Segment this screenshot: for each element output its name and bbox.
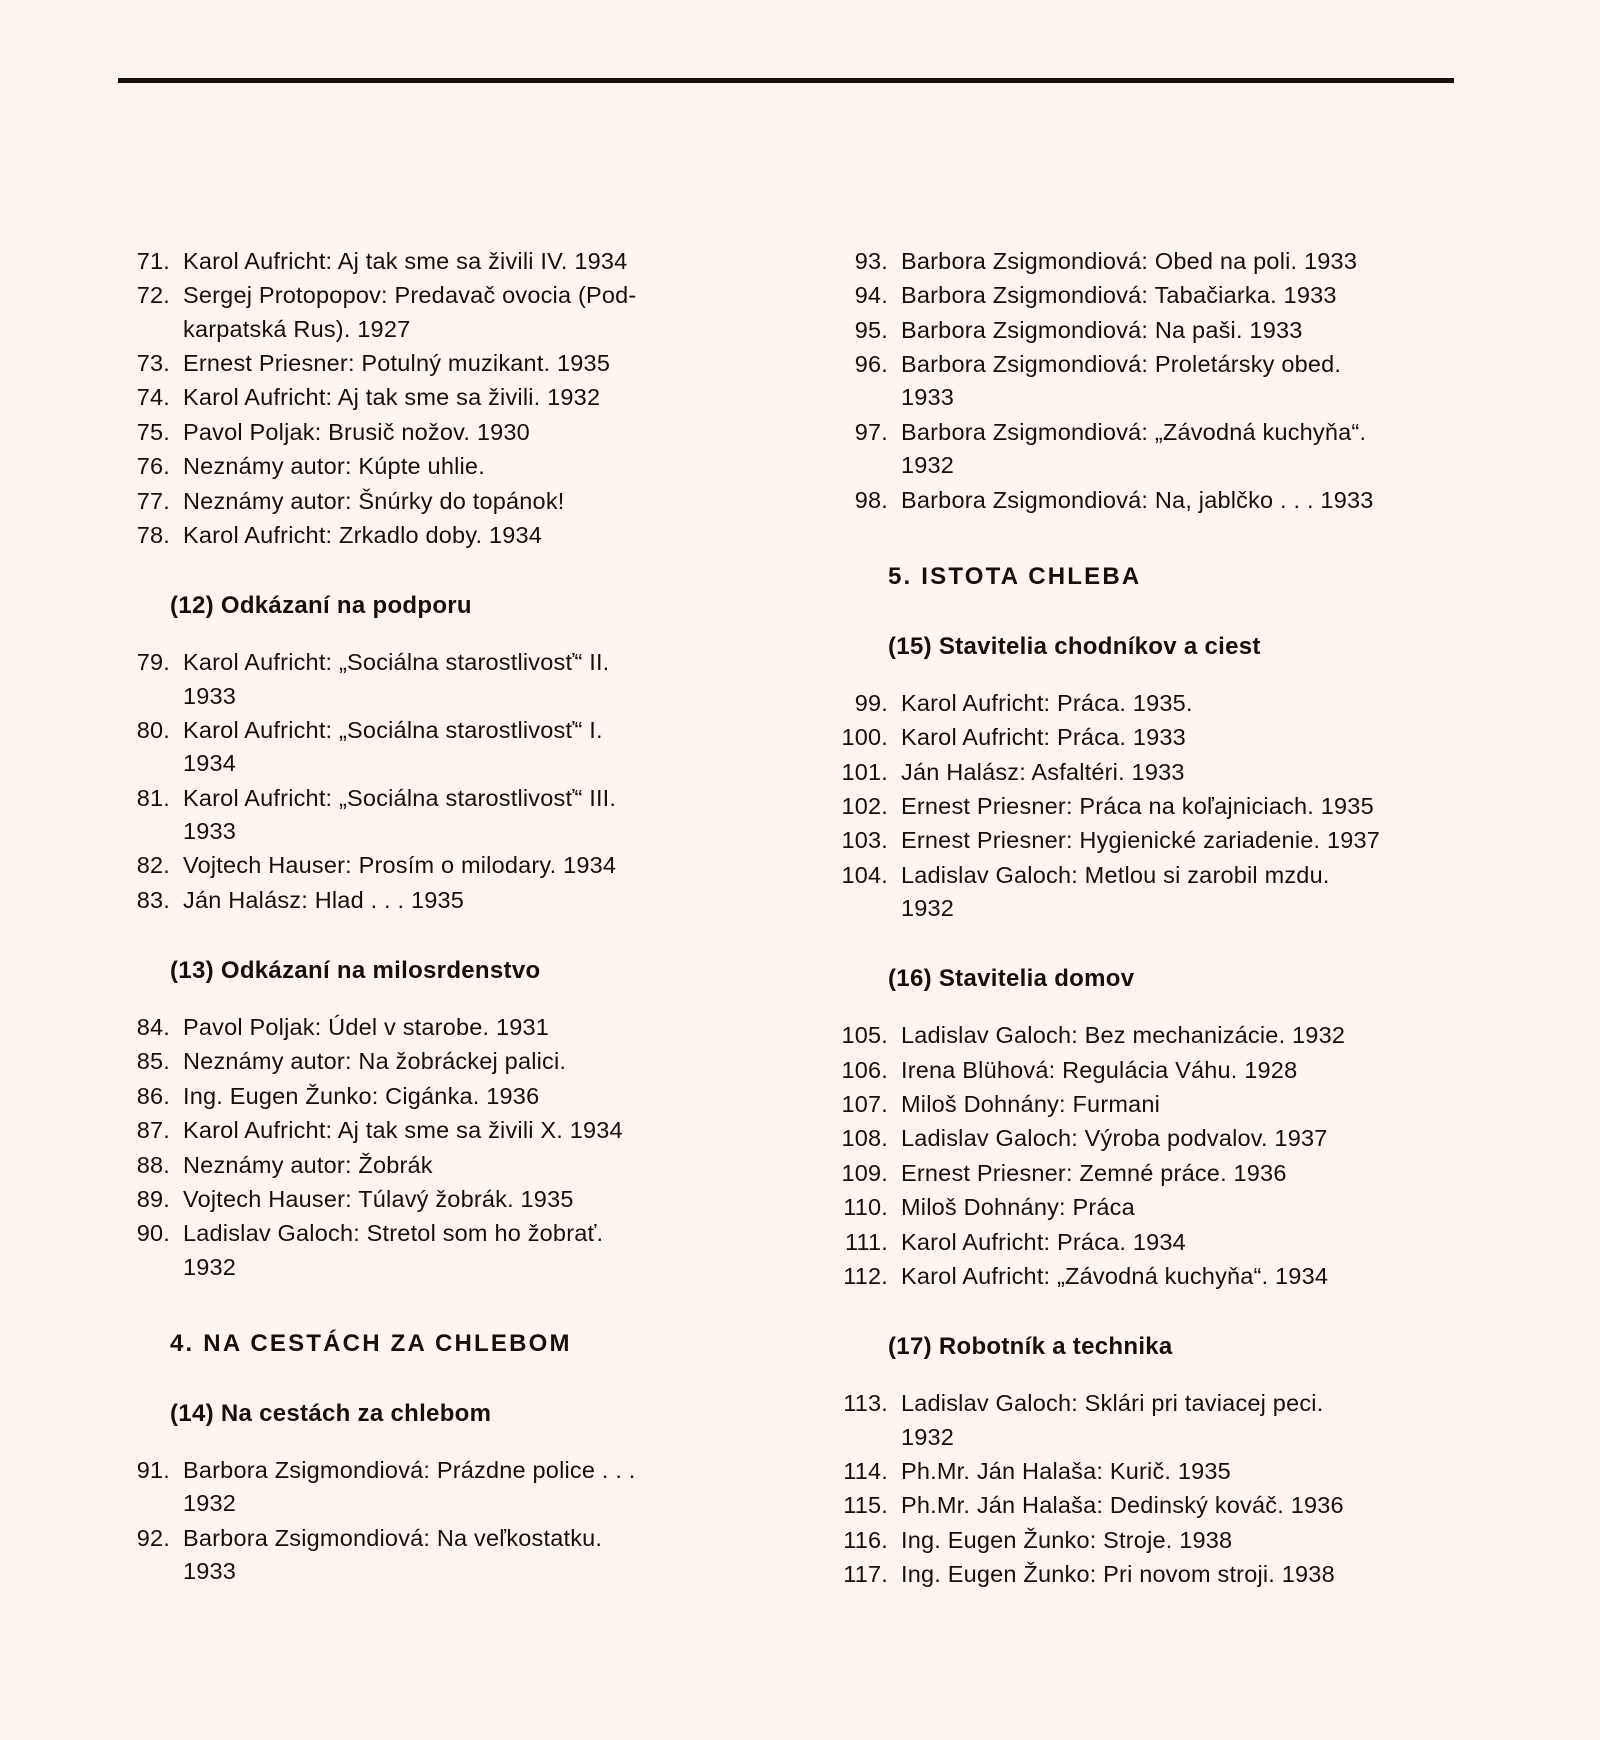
entry-line: Barbora Zsigmondiová: Prázdne police . . . [183,1456,636,1483]
entry-number: 77. [136,487,170,514]
entry-number: 113. [843,1390,888,1417]
entry-text [183,1217,758,1284]
subsection-title-12: (12) Odkázaní na podporu [170,592,472,620]
entry-number: 104. [841,861,888,888]
list-item [822,859,1478,926]
entry-text: Karol Aufricht: Práca. 1935. [901,689,1193,716]
entry-line-cont: karpatská Rus). 1927 [183,315,411,342]
list-item [118,1522,758,1589]
right-column [822,245,1478,1592]
entry-line-cont: 1932 [901,452,955,479]
entry-number: 109. [841,1159,888,1186]
entry-text: Irena Blühová: Regulácia Váhu. 1928 [901,1056,1298,1083]
entry-number: 88. [136,1151,170,1178]
entry-number: 79. [136,649,170,676]
entry-number: 84. [136,1014,170,1041]
entry-text [183,279,758,346]
list-item [822,756,1478,789]
subsection-title-17: (17) Robotník a technika [888,1333,1173,1361]
entry-line: Ladislav Galoch: Metlou si zarobil mzdu. [901,861,1330,888]
entry-number: 80. [136,716,170,743]
entry-number: 114. [843,1457,888,1484]
entry-number: 98. [854,486,888,513]
entry-text: Ernest Priesner: Potulný muzikant. 1935 [183,350,611,377]
entry-number: 107. [841,1091,888,1118]
list-item [822,824,1478,857]
catalog-list-105-112 [822,1019,1478,1293]
list-item [822,1088,1478,1121]
entry-text: Miloš Dohnány: Práca [901,1194,1135,1221]
entry-line: Sergej Protopopov: Predavač ovocia (Pod- [183,282,637,309]
list-item [118,381,758,414]
list-item [118,347,758,380]
entry-text: Ladislav Galoch: Výroba podvalov. 1937 [901,1125,1328,1152]
entry-text: Neznámy autor: Kúpte uhlie. [183,453,485,480]
entry-text [901,1387,1478,1454]
entry-number: 111. [844,1228,888,1255]
list-item [118,1114,758,1147]
entry-line-cont: 1934 [183,750,237,777]
entry-text: Neznámy autor: Šnúrky do topánok! [183,487,565,514]
list-item [822,1019,1478,1052]
entry-text: Karol Aufricht: „Závodná kuchyňa“. 1934 [901,1262,1329,1289]
entry-text: Karol Aufricht: Práca. 1933 [901,724,1186,751]
list-item [118,714,758,781]
list-item [822,1191,1478,1224]
entry-text: Karol Aufricht: Práca. 1934 [901,1228,1186,1255]
list-item [822,279,1478,312]
entry-line: Barbora Zsigmondiová: Na veľkostatku. [183,1524,603,1551]
left-column [118,245,758,1592]
list-item [822,1157,1478,1190]
entry-number: 86. [136,1082,170,1109]
list-item [822,687,1478,720]
entry-text: Pavol Poljak: Údel v starobe. 1931 [183,1014,550,1041]
entry-text: Karol Aufricht: Aj tak sme sa živili IV. 1934 [183,248,628,274]
entry-number: 76. [136,453,170,480]
list-item [822,314,1478,347]
two-column-body [118,245,1478,1592]
entry-line-cont: 1932 [901,895,955,922]
list-item [822,1489,1478,1522]
entry-number: 92. [136,1524,170,1551]
entry-text [901,348,1478,415]
subsection-title-16: (16) Stavitelia domov [888,965,1135,993]
entry-line: Karol Aufricht: „Sociálna starostlivosť“ II. [183,649,610,676]
entry-number: 103. [841,827,888,854]
entry-number: 83. [136,886,170,913]
entry-number: 91. [136,1456,170,1483]
list-item [822,245,1478,278]
entry-number: 90. [136,1220,170,1247]
entry-number: 85. [136,1048,170,1075]
entry-text: Ph.Mr. Ján Halaša: Kurič. 1935 [901,1457,1231,1484]
entry-text: Pavol Poljak: Brusič nožov. 1930 [183,418,530,445]
entry-number: 101. [841,758,888,785]
entry-number: 74. [136,384,170,411]
entry-number: 96. [854,351,888,378]
entry-number: 102. [841,792,888,819]
list-item [822,1455,1478,1488]
list-item [118,245,758,278]
list-item [822,1054,1478,1087]
catalog-list-113-117 [822,1387,1478,1591]
catalog-list-79-83 [118,646,758,917]
entry-number: 89. [136,1185,170,1212]
catalog-list-93-98 [822,245,1478,517]
list-item [822,1524,1478,1557]
entry-line: Karol Aufricht: „Sociálna starostlivosť“ III. [183,784,617,811]
entry-number: 82. [136,852,170,879]
list-item [118,1454,758,1521]
list-item [118,1183,758,1216]
catalog-list-99-104 [822,687,1478,926]
entry-text: Karol Aufricht: Zrkadlo doby. 1934 [183,521,543,548]
entry-text: Ladislav Galoch: Bez mechanizácie. 1932 [901,1022,1346,1049]
entry-number: 100. [841,724,888,751]
entry-line: Ladislav Galoch: Sklári pri taviacej peci. [901,1390,1324,1417]
list-item [118,485,758,518]
list-item [822,1226,1478,1259]
entry-text: Ing. Eugen Žunko: Pri novom stroji. 1938 [901,1561,1335,1588]
entry-text: Vojtech Hauser: Prosím o milodary. 1934 [183,852,617,879]
entry-text: Neznámy autor: Žobrák [183,1151,433,1178]
entry-number: 115. [843,1492,888,1519]
list-item [822,484,1478,517]
entry-line: Karol Aufricht: „Sociálna starostlivosť“ I. [183,716,603,743]
entry-line-cont: 1933 [183,682,237,709]
entry-text: Ing. Eugen Žunko: Stroje. 1938 [901,1526,1233,1553]
entry-number: 93. [854,248,888,274]
entry-line-cont: 1933 [901,384,955,411]
entry-text [901,859,1478,926]
entry-number: 117. [843,1561,888,1588]
list-item [118,450,758,483]
list-item [822,1558,1478,1591]
subsection-title-15: (15) Stavitelia chodníkov a ciest [888,632,1261,660]
entry-text [183,646,758,713]
entry-text: Ing. Eugen Žunko: Cigánka. 1936 [183,1082,540,1109]
list-item [118,1011,758,1044]
list-item [118,519,758,552]
section-title-5: 5. ISTOTA CHLEBA [888,562,1142,590]
catalog-list-71-78 [118,245,758,552]
list-item [822,1387,1478,1454]
entry-text: Karol Aufricht: Aj tak sme sa živili X. 1934 [183,1117,623,1144]
entry-number: 112. [843,1262,888,1289]
entry-text: Barbora Zsigmondiová: Tabačiarka. 1933 [901,282,1337,309]
entry-text: Karol Aufricht: Aj tak sme sa živili. 1932 [183,384,601,411]
entry-number: 99. [854,689,888,716]
list-item [822,721,1478,754]
entry-number: 106. [841,1056,888,1083]
entry-number: 97. [854,418,888,445]
entry-text [183,782,758,849]
entry-line-cont: 1932 [183,1490,237,1517]
section-title-4: 4. NA CESTÁCH ZA CHLEBOM [170,1329,572,1357]
list-item [822,416,1478,483]
entry-line-cont: 1932 [901,1423,955,1450]
entry-text: Ján Halász: Asfaltéri. 1933 [901,758,1185,785]
entry-number: 73. [136,350,170,377]
entry-text: Ján Halász: Hlad . . . 1935 [183,886,465,913]
entry-text: Ph.Mr. Ján Halaša: Dedinský kováč. 1936 [901,1492,1344,1519]
entry-line: Ladislav Galoch: Stretol som ho žobrať. [183,1220,604,1247]
list-item [118,416,758,449]
list-item [822,1260,1478,1293]
list-item [118,1217,758,1284]
entry-text: Barbora Zsigmondiová: Obed na poli. 1933 [901,248,1358,274]
entry-text [183,1454,758,1521]
list-item [118,279,758,346]
entry-number: 110. [843,1194,888,1221]
list-item [118,849,758,882]
entry-line: Barbora Zsigmondiová: „Závodná kuchyňa“. [901,418,1367,445]
entry-line-cont: 1933 [183,818,237,845]
list-item [118,646,758,713]
list-item [822,1122,1478,1155]
list-item [118,1080,758,1113]
entry-text [901,416,1478,483]
entry-number: 78. [136,521,170,548]
entry-text [183,1522,758,1589]
subsection-title-14: (14) Na cestách za chlebom [170,1399,492,1427]
entry-number: 71. [136,248,170,274]
entry-line-cont: 1933 [183,1558,237,1585]
catalog-list-91-92 [118,1454,758,1588]
catalog-list-84-90 [118,1011,758,1284]
entry-text: Barbora Zsigmondiová: Na paši. 1933 [901,316,1303,343]
entry-line: Barbora Zsigmondiová: Proletársky obed. [901,351,1342,378]
entry-text: Miloš Dohnány: Furmani [901,1091,1161,1118]
entry-text [183,714,758,781]
entry-number: 105. [841,1022,888,1049]
list-item [118,782,758,849]
entry-number: 87. [136,1117,170,1144]
entry-number: 81. [136,784,170,811]
list-item [822,348,1478,415]
entry-text: Ernest Priesner: Zemné práce. 1936 [901,1159,1287,1186]
list-item [118,1149,758,1182]
entry-number: 72. [136,282,170,309]
entry-text: Ernest Priesner: Hygienické zariadenie. 1937 [901,827,1381,854]
entry-number: 116. [843,1526,888,1553]
entry-number: 95. [854,316,888,343]
list-item [118,1045,758,1078]
entry-number: 75. [136,418,170,445]
entry-line-cont: 1932 [183,1253,237,1280]
list-item [118,884,758,917]
entry-text: Vojtech Hauser: Túlavý žobrák. 1935 [183,1185,574,1212]
header-rule [118,78,1454,83]
subsection-title-13: (13) Odkázaní na milosrdenstvo [170,957,541,985]
entry-text: Ernest Priesner: Práca na koľajniciach. 1935 [901,792,1374,819]
list-item [822,790,1478,823]
entry-number: 94. [854,282,888,309]
entry-text: Barbora Zsigmondiová: Na, jablčko . . . 1933 [901,486,1374,513]
entry-number: 108. [841,1125,888,1152]
entry-text: Neznámy autor: Na žobráckej palici. [183,1048,567,1075]
